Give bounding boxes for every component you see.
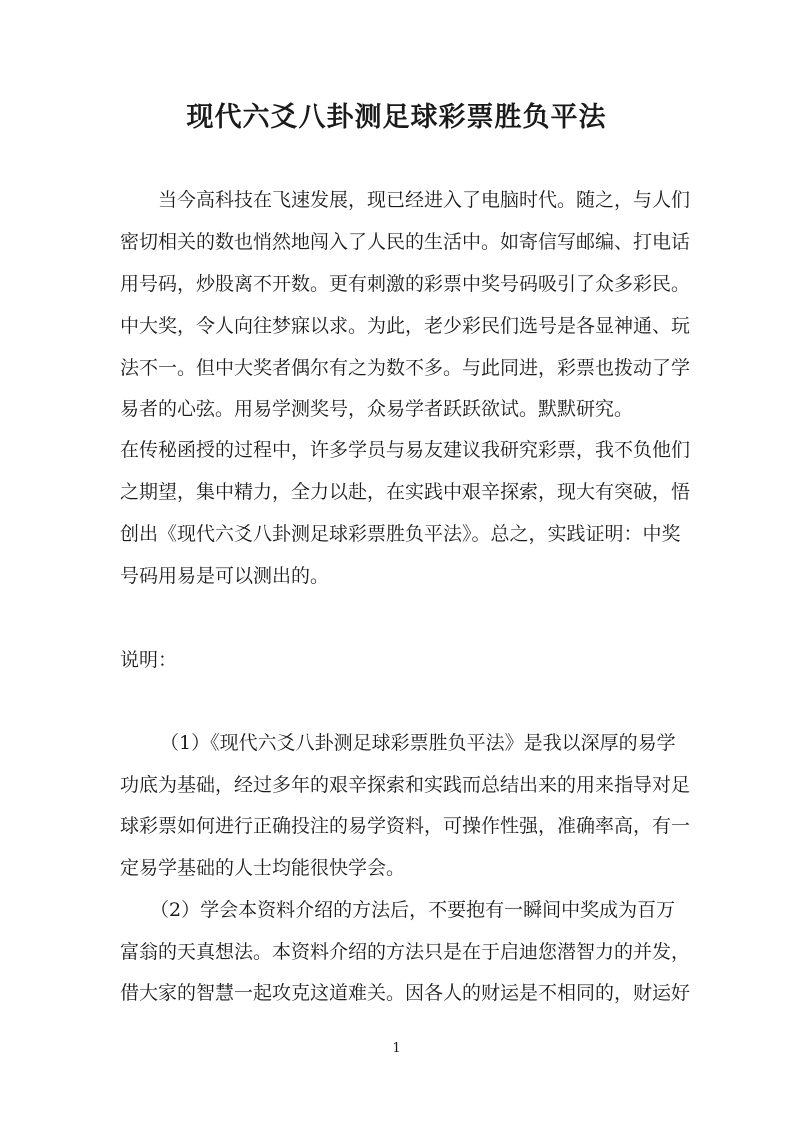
intro-line: 号码用易是可以测出的。 bbox=[120, 565, 330, 587]
intro-line: 密切相关的数也悄然地闯入了人民的生活中。如寄信写邮编、打电话 bbox=[120, 231, 691, 253]
page-number: 1 bbox=[392, 1041, 401, 1056]
intro-line: 之期望，集中精力，全力以赴，在实践中艰辛探索，现大有突破，悟 bbox=[120, 481, 691, 503]
note-2-line: （2）学会本资料介绍的方法后，不要抱有一瞬间中奖成为百万 bbox=[150, 899, 676, 921]
document-title: 现代六爻八卦测足球彩票胜负平法 bbox=[186, 102, 607, 133]
intro-line: 中大奖，令人向往梦寐以求。为此，老少彩民们选号是各显神通、玩 bbox=[120, 315, 691, 337]
note-2-line: 借大家的智慧一起攻克这道难关。因各人的财运是不相同的，财运好 bbox=[120, 982, 691, 1004]
intro-line: 在传秘函授的过程中，许多学员与易友建议我研究彩票，我不负他们 bbox=[120, 439, 691, 461]
intro-line: 当今高科技在飞速发展，现已经进入了电脑时代。随之，与人们 bbox=[158, 189, 691, 211]
note-1-line: （1）《现代六爻八卦测足球彩票胜负平法》是我以深厚的易学 bbox=[160, 732, 676, 754]
intro-line: 创出《现代六爻八卦测足球彩票胜负平法》。总之，实践证明：中奖 bbox=[120, 523, 681, 545]
intro-line: 易者的心弦。用易学测奖号，众易学者跃跃欲试。默默研究。 bbox=[120, 398, 634, 420]
intro-line: 法不一。但中大奖者偶尔有之为数不多。与此同进，彩票也拨动了学 bbox=[120, 357, 691, 379]
intro-line: 用号码，炒股离不开数。更有刺激的彩票中奖号码吸引了众多彩民。 bbox=[120, 273, 691, 295]
notes-heading: 说明： bbox=[120, 649, 178, 671]
note-2-line: 富翁的天真想法。本资料介绍的方法只是在于启迪您潜智力的并发， bbox=[120, 941, 691, 963]
note-1-line: 功底为基础，经过多年的艰辛探索和实践而总结出来的用来指导对足 bbox=[120, 774, 691, 796]
note-1-line: 球彩票如何进行正确投注的易学资料，可操作性强，准确率高，有一 bbox=[120, 815, 691, 837]
note-1-line: 定易学基础的人士均能很快学会。 bbox=[120, 857, 406, 879]
